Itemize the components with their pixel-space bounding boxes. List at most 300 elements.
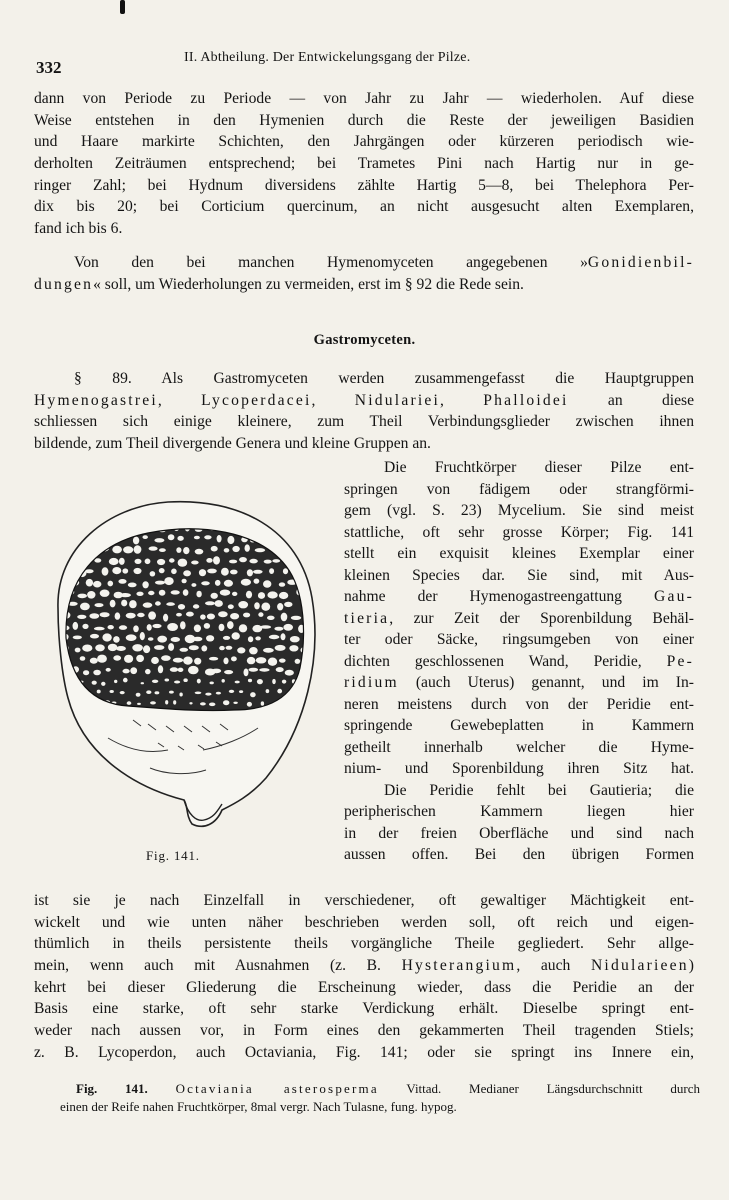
text-run: mein, wenn auch mit Ausnahmen (z. B. [34,957,402,975]
gleba-chamber [263,648,274,653]
gleba-chamber [223,636,230,640]
text-run: , [311,391,355,409]
text-line: ist sie je nach Einzelfall in verschiedener, oft gewaltiger Mächtigkeit ent- [34,892,694,909]
gleba-chamber [126,613,136,619]
gleba-chamber [294,526,303,533]
gleba-chamber [137,613,145,617]
gleba-chamber [169,558,175,562]
gleba-chamber [141,682,144,684]
gleba-chamber [155,581,165,585]
gleba-chamber [231,656,237,661]
gleba-chamber [191,583,196,587]
gleba-chamber [145,559,151,565]
text-line: springende Gewebeplatten in Kammern [344,717,694,734]
gleba-chamber [255,636,261,640]
gleba-chamber [118,579,126,584]
text-line: ringer Zahl; bei Hydnum diversidens zählte Hartig 5—8, bei Thelephora Per- [34,176,694,194]
gleba-chamber [201,581,210,585]
gleba-chamber [220,590,230,596]
gleba-chamber [143,645,150,653]
paragraph-5 [34,890,694,1064]
gleba-chamber [182,579,187,584]
gleba-chamber [211,593,218,599]
gleba-chamber [137,703,141,705]
gleba-chamber [279,659,286,663]
gleba-chamber [124,655,133,663]
text-line: stattliche, oft sehr grosse Körper; Fig. 141 [344,523,694,541]
gleba-chamber [183,589,189,596]
text-run: an diese [568,391,694,409]
gleba-chamber [247,702,252,707]
gleba-chamber [115,612,121,619]
spaced-term: tieria [344,609,390,627]
gleba-chamber [254,579,260,584]
gleba-chamber [284,602,292,607]
spaced-term: ridium [344,674,399,691]
gleba-chamber [305,523,312,528]
paragraph-2 [34,252,694,295]
gleba-chamber [219,624,225,631]
gleba-chamber [97,655,107,663]
text-line: springen von fädigem oder strangförmi- [344,480,694,498]
gleba-chamber [87,591,95,599]
gleba-chamber [232,632,240,640]
gleba-chamber [134,568,142,574]
text-run: , zur Zeit der Sporenbildung Behäl- [389,609,694,627]
page-header [36,50,696,77]
gleba-chamber [239,557,247,562]
gleba-chamber [204,535,211,539]
text-run: (auch Uterus) genannt, und im In- [398,674,694,691]
gleba-chamber [215,600,223,607]
figure-141-illustration [38,488,328,838]
gleba-chamber [230,570,238,575]
gleba-chamber [180,648,189,652]
gleba-chamber [108,581,114,587]
gleba-chamber [201,645,207,651]
gleba-chamber [233,702,237,704]
gleba-chamber [61,715,67,718]
gleba-chamber [269,568,274,574]
side-column-text [344,457,694,866]
gleba-chamber [106,668,111,672]
gleba-chamber [171,569,177,575]
gleba-chamber [237,647,245,653]
text-line [34,274,694,296]
gleba-chamber [110,690,114,693]
gleba-chamber [183,570,191,576]
gleba-chamber [119,558,125,565]
gleba-chamber [275,645,286,651]
gleba-chamber [89,613,99,619]
gleba-chamber [206,558,212,563]
gleba-chamber [133,625,139,632]
gleba-chamber [281,613,288,622]
gleba-chamber [256,657,267,663]
gleba-chamber [276,667,284,672]
gleba-chamber [261,603,270,611]
gleba-chamber [122,568,128,573]
gleba-chamber [171,590,180,594]
gleba-chamber [283,624,293,631]
gleba-chamber [183,678,187,682]
gleba-chamber [210,682,214,685]
gleba-chamber [293,547,300,552]
gleba-chamber [246,591,252,599]
gleba-chamber [121,600,127,607]
gleba-chamber [194,536,200,540]
gleba-chamber [147,624,152,631]
text-run: « soll, um Wiederholungen zu vermeiden, erst im § 92 die Rede sein. [93,275,524,293]
section-heading: Gastromyceten. [313,332,416,348]
gleba-chamber [152,624,161,628]
text-line: kleinen Species dar. Sie sind, mit Aus- [344,566,694,584]
gleba-chamber [277,603,283,610]
text-line [34,955,694,977]
gleba-chamber [167,623,178,631]
gleba-chamber [222,679,225,683]
gleba-chamber [223,658,228,665]
gleba-chamber [274,627,283,631]
gleba-chamber [92,681,97,685]
gleba-chamber [177,536,183,541]
gleba-chamber [302,715,306,719]
gleba-chamber [143,535,148,539]
text-line: in der freien Oberfläche und sind nach [344,824,694,842]
text-line: thümlich in theils persistente theils vorgängliche Theile gegliedert. Sehr allge- [34,935,694,953]
text-line: z. B. Lycoperdon, auch Octaviania, Fig. 141; oder sie springt ins Innere ein, [34,1043,694,1061]
gleba-chamber [90,634,99,639]
gleba-chamber [165,679,170,682]
gleba-chamber [179,693,182,697]
gleba-chamber [285,670,294,676]
gleba-chamber [224,670,233,674]
gleba-chamber [193,637,202,642]
spaced-term: Nidularieen [590,957,689,975]
gleba-chamber [136,693,141,697]
text-line: neren meistens durch von der Peridie ent- [344,695,694,713]
text-line: weder nach aussen vor, in Form eines den gekammerten Theil tragenden Stiels; [34,1022,694,1040]
gleba-chamber [77,524,82,532]
gleba-chamber [209,703,215,707]
gleba-chamber [211,669,221,674]
gleba-chamber [239,690,243,693]
gleba-chamber [217,535,222,542]
gleba-chamber [279,592,288,599]
gleba-chamber [102,567,109,575]
gleba-chamber [150,571,156,576]
gleba-chamber [130,667,137,674]
gleba-chamber [249,559,257,564]
gleba-chamber [186,612,194,617]
spaced-term: Hysterangium [401,957,517,975]
gleba-chamber [278,525,288,533]
gleba-chamber [151,657,159,664]
gleba-chamber [232,546,239,552]
gleba-chamber [206,635,214,641]
gleba-chamber [73,636,82,640]
gleba-chamber [243,613,250,618]
gleba-chamber [197,679,201,684]
gleba-chamber [123,546,133,553]
gleba-chamber [283,568,288,574]
gleba-chamber [194,625,201,633]
text-line: ter oder Säcke, ringsumgeben von einer [344,631,694,648]
gleba-chamber [86,579,93,587]
text-line [34,252,694,274]
gleba-chamber [94,627,105,631]
caption-line: einen der Reife nahen Fruchtkörper, 8mal vergr. Nach Tulasne, fung. hypog. [60,1099,457,1114]
gleba-chamber [80,603,90,611]
gleba-chamber [267,616,275,620]
text-line: getheilt innerhalb welcher die Hyme- [344,738,694,756]
gleba-chamber [267,591,277,598]
gleba-chamber [176,613,182,617]
gleba-chamber [77,594,87,599]
gleba-chamber [193,604,199,608]
gleba-chamber [170,667,178,672]
gleba-chamber [291,616,301,620]
text-line: bildende, zum Theil divergende Genera und kleine Gruppen an. [34,435,431,453]
gleba-chamber [232,592,237,596]
gleba-chamber [143,602,153,607]
paragraph-1 [34,88,694,240]
gleba-chamber [93,581,101,588]
gleba-chamber [178,668,184,672]
text-line: kehrt bei dieser Gliederung die Erscheinung wieder, dass die Peridie an der [34,978,694,996]
gleba-chamber [261,701,264,705]
gleba-chamber [259,668,269,672]
gleba-chamber [148,611,156,619]
gleba-chamber [207,614,215,620]
gleba-chamber [159,590,166,596]
gleba-chamber [110,600,116,608]
gleba-chamber [244,669,249,677]
gleba-chamber [114,680,117,683]
gleba-chamber [120,691,125,694]
text-run: Von den bei manchen Hymenomyceten angegebenen » [74,254,588,271]
page-number: 332 [36,58,62,77]
gleba-chamber [178,559,188,567]
gleba-chamber [155,601,161,605]
gleba-chamber [227,536,234,544]
gleba-chamber [164,577,173,585]
gleba-chamber [178,604,185,610]
gleba-chamber [250,692,256,697]
gleba-chamber [159,568,165,573]
gleba-chamber [223,700,229,705]
gleba-chamber [268,658,277,666]
gleba-chamber [191,561,199,565]
gleba-chamber [249,668,259,672]
gleba-chamber [108,644,118,651]
text-line [344,586,694,608]
gleba-chamber [171,637,180,642]
gleba-chamber [100,590,110,597]
gleba-chamber [168,643,174,651]
gleba-chamber [264,560,272,564]
gleba-chamber [263,580,271,587]
gleba-chamber [168,534,175,540]
gleba-chamber [148,591,154,595]
gleba-chamber [211,546,218,552]
gleba-chamber [113,636,120,643]
text-line: wickelt und wie unten näher beschrieben werden soll, oft reich und eigen- [34,913,694,931]
gleba-chamber [230,613,239,619]
running-head: II. Abtheilung. Der Entwickelungsgang der Pilze. [184,50,471,65]
gleba-chamber [155,691,160,694]
gleba-chamber [83,670,89,675]
gleba-chamber [165,700,168,704]
text-line [344,651,694,673]
gleba-chamber [142,581,148,588]
text-line: dix bis 20; bei Corticium quercinum, an nicht ausgesucht alten Exemplaren, [34,198,694,216]
gleba-chamber [128,583,137,588]
gleba-chamber [113,655,121,660]
gleba-chamber [120,593,131,597]
gleba-chamber [200,702,206,705]
gleba-chamber [146,690,151,694]
gleba-chamber [95,644,105,651]
figure-label: Fig. 141. [146,848,200,863]
spaced-term: Hymenogastrei [34,391,158,409]
text-line: Weise entstehen in den Hymenien durch die Reste der jeweiligen Basidien [34,111,694,129]
text-line [34,390,694,412]
text-line [344,672,694,694]
gleba-chamber [238,601,248,608]
gleba-chamber [140,632,145,640]
gleba-chamber [247,569,253,576]
gleba-chamber [260,625,271,629]
gleba-chamber [227,621,234,629]
gleba-chamber [247,657,256,664]
gleba-chamber [215,580,221,586]
spaced-term: Nidulariei [354,391,441,409]
text-line: gem (vgl. S. 23) Mycelium. Sie sind meist [344,502,694,519]
paragraph-3 [34,368,694,455]
text-run: , auch [516,957,591,975]
gleba-chamber [149,546,158,550]
gleba-chamber [235,681,240,684]
text-line: § 89. Als Gastromyceten werden zusammengefasst die Hauptgruppen [74,370,694,387]
gleba-chamber [289,535,295,543]
spaced-term: Pe- [666,652,694,670]
text-run: , [440,391,484,409]
gleba-chamber [295,659,301,664]
gleba-chamber [135,559,142,564]
gleba-chamber [183,657,193,665]
text-run: ) [688,957,694,975]
gleba-chamber [195,549,204,555]
gleba-chamber [71,538,76,543]
gleba-chamber [166,602,175,606]
spaced-term: Phalloidei [483,391,569,409]
gleba-chamber [63,549,73,555]
gleba-chamber [188,666,199,674]
gleba-chamber [158,665,163,673]
gleba-chamber [258,612,263,617]
gleba-chamber [258,592,265,599]
gleba-chamber [224,548,230,552]
gleba-chamber [248,679,252,682]
gleba-chamber [129,600,137,608]
gleba-chamber [189,645,199,650]
gleba-chamber [290,636,300,642]
gleba-chamber [194,658,201,665]
gleba-chamber [97,690,101,694]
gleba-chamber [154,538,164,542]
gleba-chamber [136,592,143,596]
gleba-chamber [132,644,143,651]
gleba-chamber [253,570,263,574]
gleba-chamber [266,689,270,693]
gleba-chamber [306,547,312,554]
gleba-chamber [289,645,298,651]
gleba-chamber [123,669,130,674]
gleba-chamber [249,647,258,654]
gleba-chamber [199,569,206,576]
gleba-chamber [108,625,114,629]
spaced-term: Gau- [654,588,694,605]
text-line: Die Peridie fehlt bei Gautieria; die [384,781,694,799]
text-line: aussen offen. Bei den übrigen Formen [344,846,694,863]
gleba-chamber [183,547,189,554]
gleba-chamber [218,611,228,617]
gleba-chamber [229,690,234,693]
gleba-chamber [279,582,285,586]
gleba-chamber [163,614,168,622]
gleba-chamber [209,657,218,661]
gleba-chamber [123,678,128,683]
gleba-chamber [255,548,265,552]
gleba-chamber [82,624,88,629]
text-line: fand ich bis 6. [34,220,123,238]
gleba-chamber [248,636,253,642]
gleba-chamber [200,614,206,619]
gleba-chamber [127,701,132,705]
gleba-chamber [148,637,154,641]
gleba-chamber [145,669,151,674]
gleba-chamber [205,601,215,605]
gleba-chamber [161,655,171,661]
gleba-chamber [213,556,220,564]
gleba-chamber [241,579,251,586]
gleba-chamber [119,625,127,630]
gleba-chamber [228,604,234,609]
gleba-chamber [216,692,221,695]
spaced-term: dungen [34,275,94,293]
gleba-chamber [154,645,164,650]
text-run: Vittad. Medianer Längsdurchschnitt durch [378,1081,700,1096]
gleba-chamber [126,634,137,641]
gleba-chamber [73,622,79,630]
gleba-chamber [101,682,105,686]
gleba-chamber [252,625,262,632]
gleba-chamber [75,648,81,653]
text-line: und Haare markirte Schichten, den Jahrgängen oder kürzeren periodisch wie- [34,133,694,151]
gleba-chamber [272,679,276,684]
gleba-chamber [257,679,263,684]
gleba-chamber [85,569,94,573]
gleba-chamber [59,690,62,693]
caption-fig-number: Fig. 141. [76,1081,176,1096]
gleba-chamber [133,537,139,545]
gleba-chamber [157,559,165,565]
gleba-chamber [112,567,121,574]
gleba-chamber [205,693,211,696]
gleba-chamber [224,580,233,587]
text-line: nium- und Sporenbildung ihren Sitz hat. [344,760,694,777]
